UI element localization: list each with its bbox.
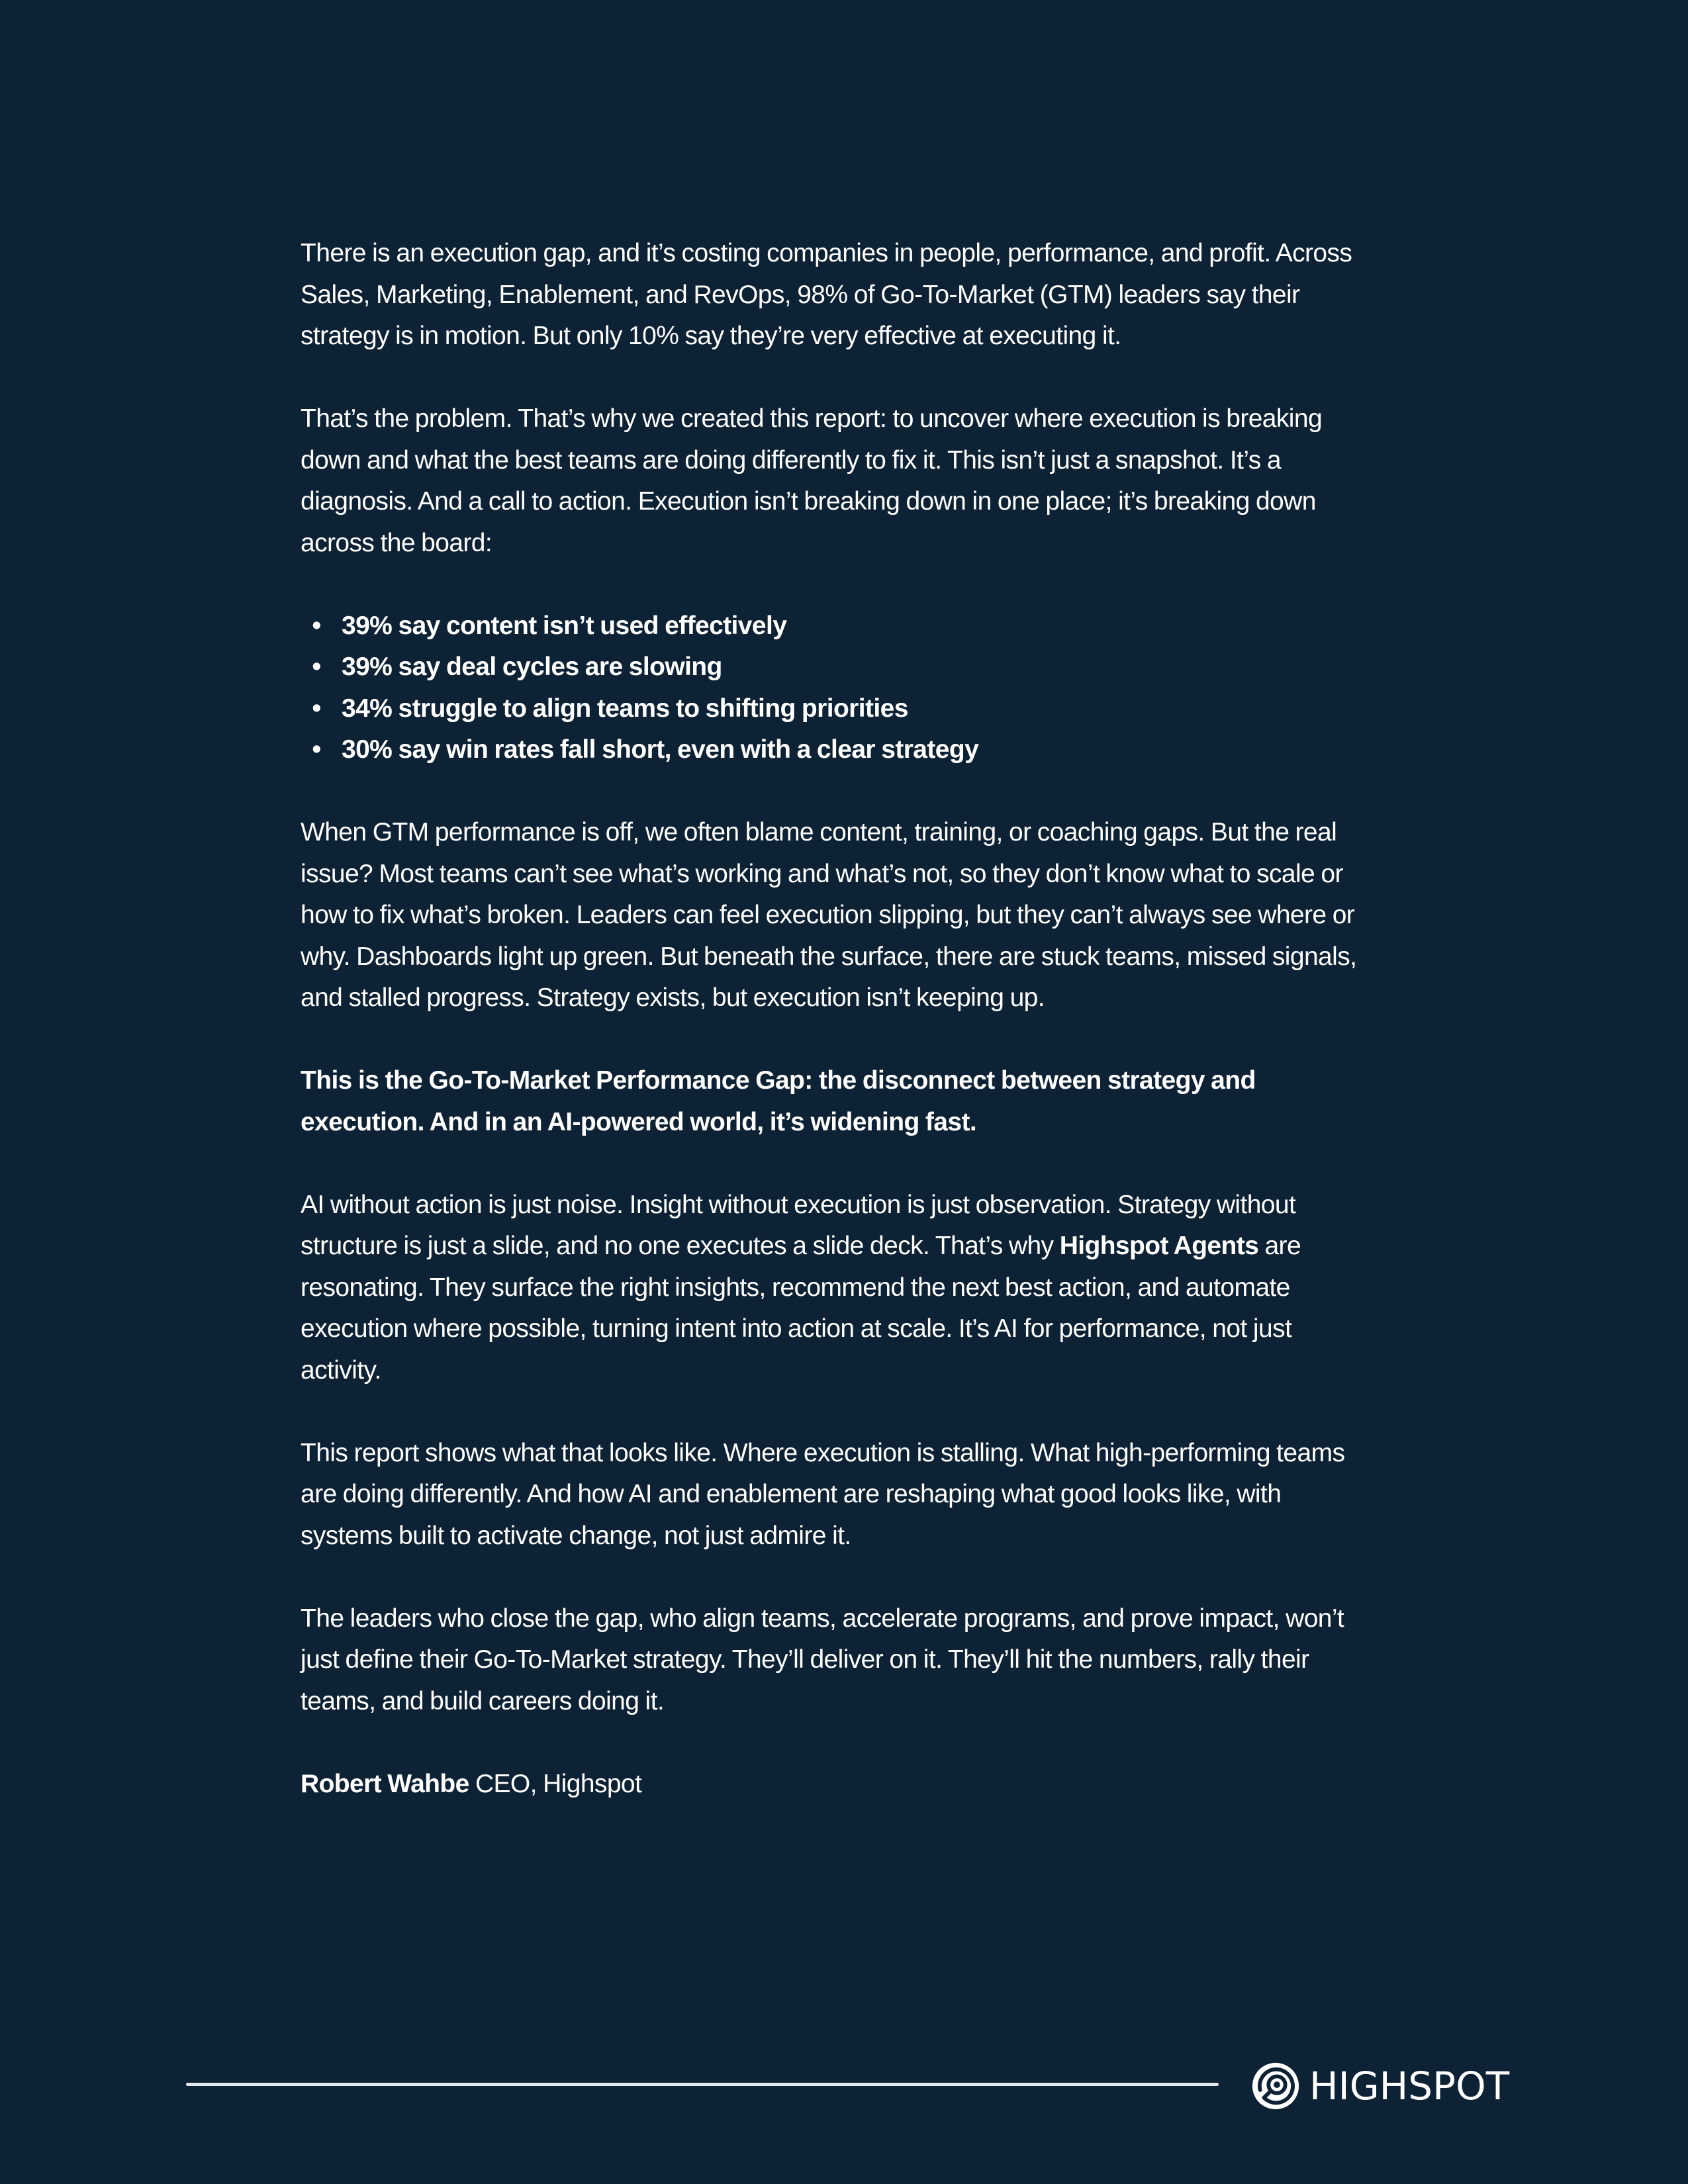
stats-list-item bbox=[312, 688, 1373, 730]
agents-text-before: AI without action is just noise. Insight without execution is just observation. Strategy without structure is just a slide, and no one executes a slide deck. That’s why bbox=[301, 1190, 1296, 1260]
bullet-icon: • bbox=[312, 694, 321, 723]
agents-paragraph bbox=[301, 1185, 1373, 1392]
signature-title: CEO, Highspot bbox=[469, 1769, 642, 1798]
stats-list-item bbox=[312, 606, 1373, 647]
stat-text: 39% say deal cycles are slowing bbox=[342, 653, 722, 681]
stats-list-item bbox=[312, 729, 1373, 771]
signature bbox=[301, 1764, 1373, 1805]
performance-gap-statement: This is the Go-To-Market Performance Gap: the disconnect between strategy and execution. And in an AI-powered world, it’s widening fast. bbox=[301, 1066, 1256, 1136]
bullet-icon: • bbox=[312, 653, 321, 681]
signature-name: Robert Wahbe bbox=[301, 1769, 469, 1798]
highspot-agents-emphasis: Highspot Agents bbox=[1059, 1232, 1259, 1260]
bullet-icon: • bbox=[312, 611, 321, 640]
bullet-icon: • bbox=[312, 735, 321, 764]
stat-text: 39% say content isn’t used effectively bbox=[342, 611, 787, 640]
intro-paragraph: There is an execution gap, and it’s costing companies in people, performance, and profit. Across Sales, Marketing, Enablement, and RevOps, 98% of Go-To-Market (GTM) leaders say their strategy is in motion. But only 10% say they’re very effective at executing it. bbox=[301, 239, 1352, 350]
diagnosis-paragraph: When GTM performance is off, we often blame content, training, or coaching gaps. But the real issue? Most teams can’t see what’s working and what’s not, so they don’t know what to scale or how to fix what’s broken. Leaders can feel execution slipping, but they can’t always see where or why. Dashboards light up green. But beneath the surface, there are stuck teams, missed signals, and stalled progress. Strategy exists, but execution isn’t keeping up. bbox=[301, 818, 1357, 1012]
letter-body bbox=[301, 233, 1373, 1846]
stats-list-item bbox=[312, 647, 1373, 688]
report-paragraph: This report shows what that looks like. Where execution is stalling. What high-performing teams are doing differently. And how AI and enablement are reshaping what good looks like, with systems built to activate change, not just admire it. bbox=[301, 1438, 1345, 1550]
stat-text: 34% struggle to align teams to shifting priorities bbox=[342, 694, 908, 723]
closing-paragraph: The leaders who close the gap, who align teams, accelerate programs, and prove impact, won’t just define their Go-To-Market strategy. They’ll deliver on it. They’ll hit the numbers, rally their teams, and build careers doing it. bbox=[301, 1604, 1344, 1715]
stats-list bbox=[301, 606, 1373, 771]
stat-text: 30% say win rates fall short, even with a clear strategy bbox=[342, 735, 979, 764]
highspot-logo bbox=[1250, 2060, 1509, 2113]
problem-paragraph: That’s the problem. That’s why we created this report: to uncover where execution is breaking down and what the best teams are doing differently to fix it. This isn’t just a snapshot. It’s a diagnosis. And a call to action. Execution isn’t breaking down in one place; it’s breaking down across the board: bbox=[301, 404, 1323, 557]
footer-divider bbox=[186, 2083, 1219, 2086]
highspot-target-icon bbox=[1250, 2060, 1301, 2112]
logo-wordmark: HIGHSPOT bbox=[1309, 2064, 1510, 2109]
agents-text-after: are resonating. They surface the right insights, recommend the next best action, and automate execution where possible, turning intent into action at scale. It’s AI for performance, not just activity. bbox=[301, 1232, 1301, 1385]
